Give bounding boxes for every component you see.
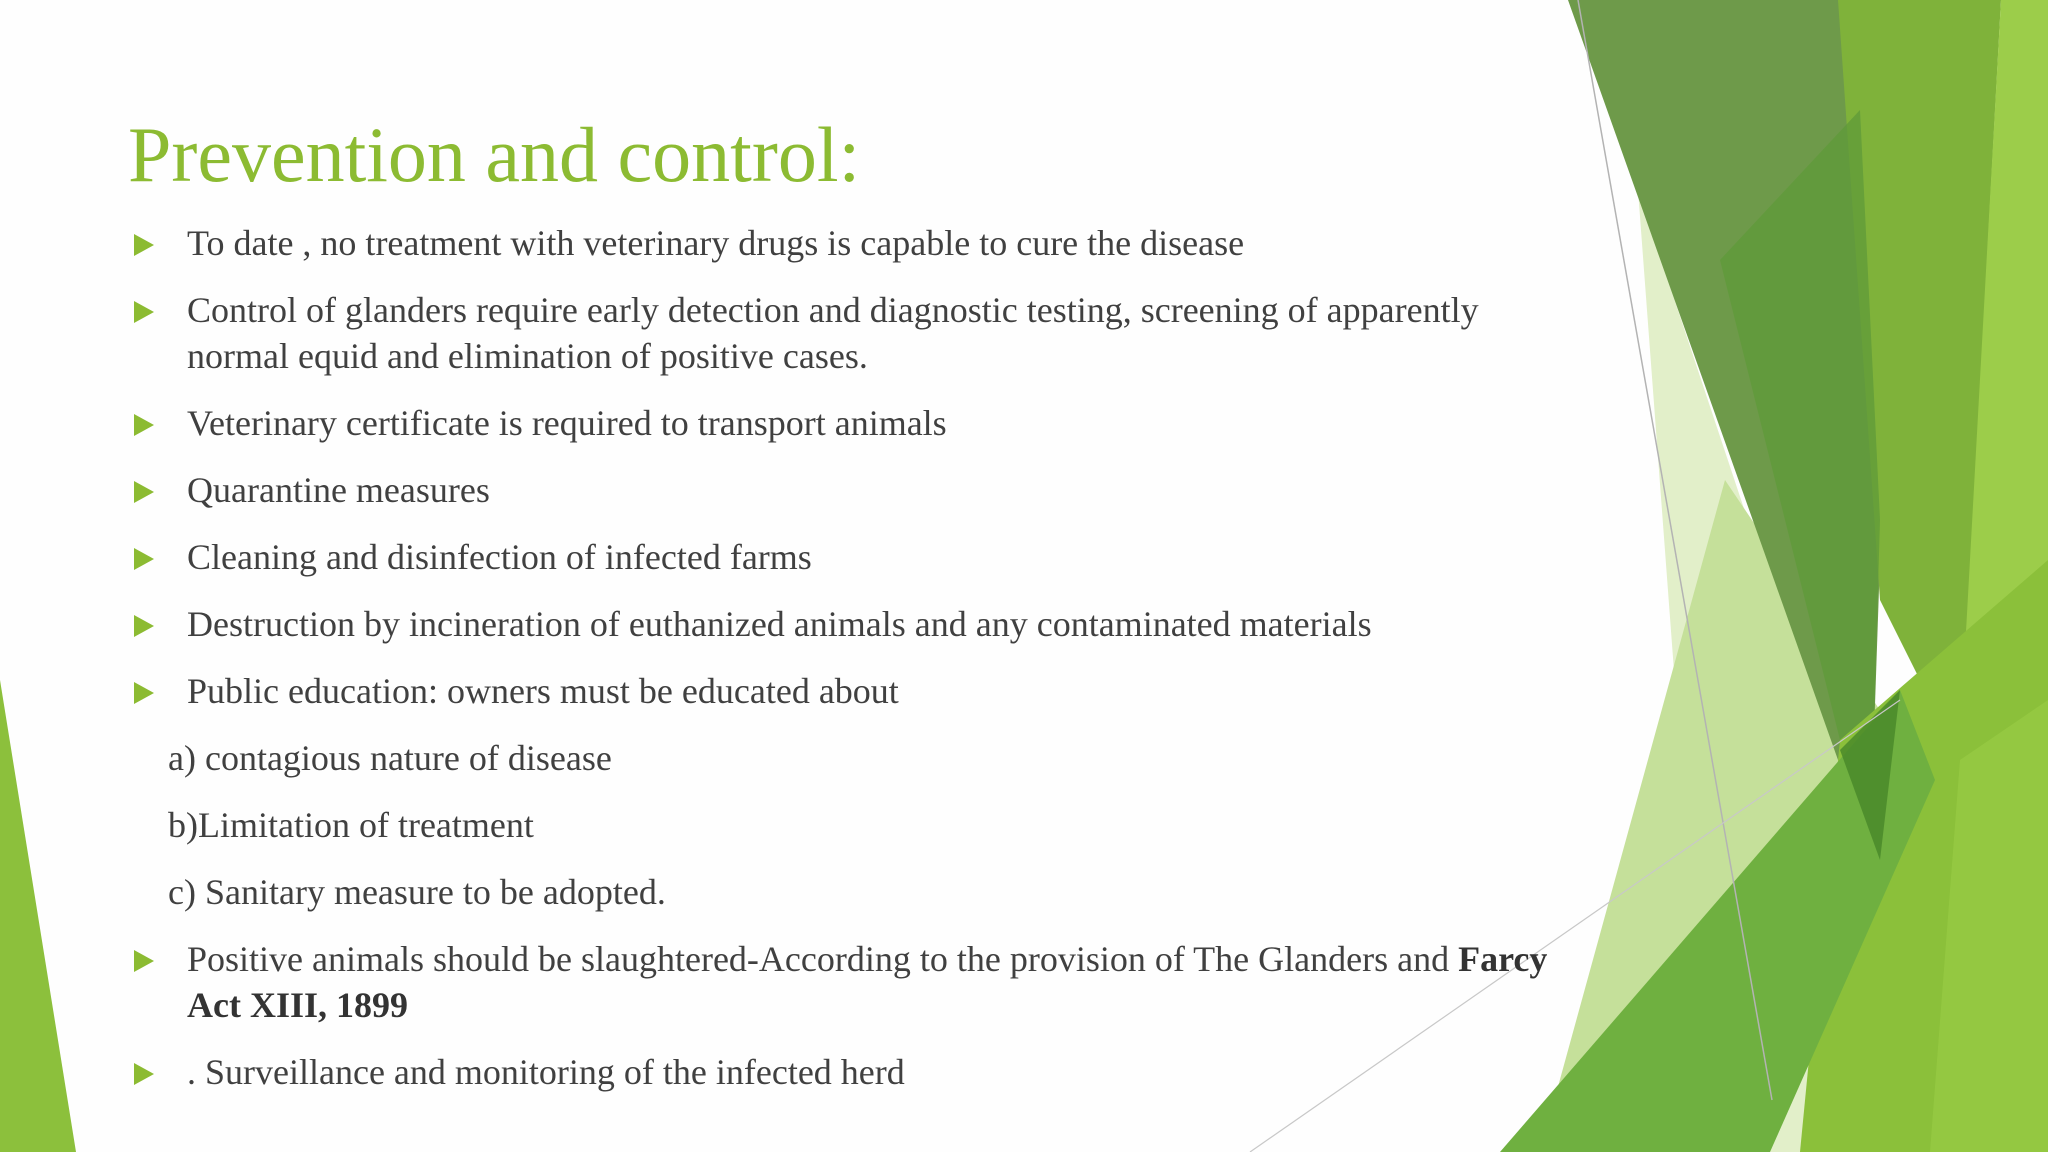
left-green-wedge	[0, 680, 76, 1152]
triangle-right-icon	[134, 615, 154, 637]
triangle-right-icon	[134, 682, 154, 704]
triangle-right-icon	[134, 301, 154, 323]
bullet-item	[134, 534, 1554, 580]
sub-item	[134, 869, 1554, 915]
triangle-right-icon	[134, 414, 154, 436]
bullet-item	[134, 467, 1554, 513]
bullet-text: To date , no treatment with veterinary drugs is capable to cure the disease	[187, 223, 1245, 263]
bullet-item	[134, 601, 1554, 647]
act-reference: Farcy Act XIII, 1899	[187, 939, 1548, 1025]
bullet-item	[134, 287, 1554, 379]
bullet-text: Destruction by incineration of euthanized animals and any contaminated materials	[187, 604, 1372, 644]
bullet-text: Positive animals should be slaughtered-According to the provision of The Glanders and	[187, 939, 1459, 979]
bullet-text: Veterinary certificate is required to transport animals	[187, 403, 947, 443]
bullet-text: Control of glanders require early detection and diagnostic testing, screening of apparently normal equid and elimination of positive cases.	[187, 290, 1479, 376]
sub-item	[134, 802, 1554, 848]
triangle-right-icon	[134, 548, 154, 570]
sub-item-text: a) contagious nature of disease	[168, 738, 612, 778]
bullet-text: . Surveillance and monitoring of the infected herd	[187, 1052, 905, 1092]
triangle-right-icon	[134, 1063, 154, 1085]
sub-item-text: c) Sanitary measure to be adopted.	[168, 872, 666, 912]
bullet-text: Public education: owners must be educated about	[187, 671, 899, 711]
bullet-item-law	[134, 936, 1554, 1028]
triangle-right-icon	[134, 481, 154, 503]
bullet-list	[134, 220, 1554, 1116]
sub-item-text: b)Limitation of treatment	[168, 805, 534, 845]
bullet-text: Cleaning and disinfection of infected farms	[187, 537, 812, 577]
slide-title: Prevention and control:	[128, 111, 861, 198]
bullet-item	[134, 1049, 1554, 1095]
bullet-item	[134, 400, 1554, 446]
bullet-item	[134, 220, 1554, 266]
sub-item	[134, 735, 1554, 781]
triangle-right-icon	[134, 950, 154, 972]
bullet-text: Quarantine measures	[187, 470, 490, 510]
bullet-item	[134, 668, 1554, 714]
triangle-right-icon	[134, 234, 154, 256]
